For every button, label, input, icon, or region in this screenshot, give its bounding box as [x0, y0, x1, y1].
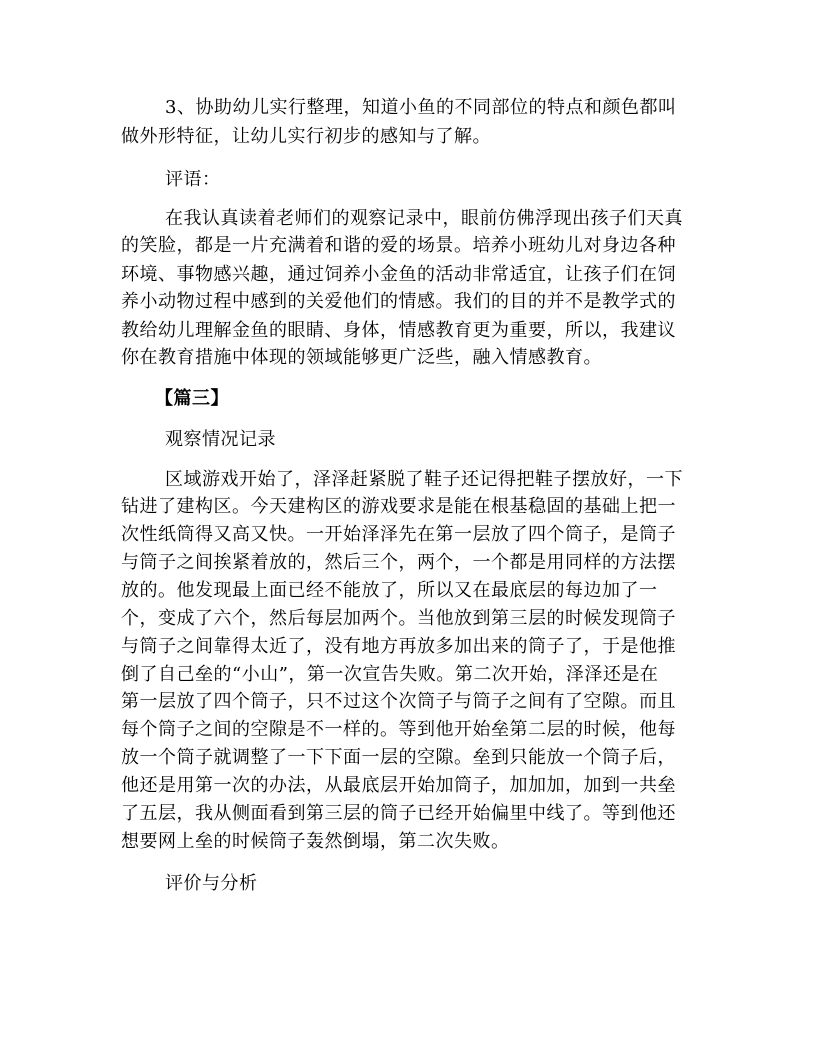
record-line-13: 了五层，我从侧面看到第三层的筒子已经开始偏里中线了。等到他还	[121, 803, 676, 824]
comment-line-5: 教给幼儿理解金鱼的眼睛、身体，情感教育更为重要，所以，我建议	[121, 320, 676, 341]
record-line-7: 与筒子之间靠得太近了，没有地方再放多加出来的筒子了，于是他推	[121, 636, 676, 657]
comment-line-1: 在我认真读着老师们的观察记录中，眼前仿佛浮现出孩子们天真	[165, 208, 683, 229]
comment-heading: 评语：	[165, 169, 221, 190]
record-line-14: 想要网上垒的时候筒子轰然倒塌，第二次失败。	[121, 831, 510, 852]
record-line-8: 倒了自己垒的“小山”，第一次宣告失败。第二次开始，泽泽还是在	[121, 664, 659, 685]
record-line-5: 放的。他发现最上面已经不能放了，所以又在最底层的每边加了一	[121, 580, 658, 601]
record-line-4: 与筒子之间挨紧着放的，然后三个，两个，一个都是用同样的方法摆	[121, 552, 676, 573]
record-heading: 观察情况记录	[165, 429, 276, 450]
record-line-11: 放一个筒子就调整了一下下面一层的空隙。垒到只能放一个筒子后，	[121, 747, 676, 768]
record-line-3: 次性纸筒得又高又快。一开始泽泽先在第一层放了四个筒子，是筒子	[121, 524, 676, 545]
item3-line-1: 3、协助幼儿实行整理，知道小鱼的不同部位的特点和颜色都叫	[165, 97, 677, 118]
record-line-9: 第一层放了四个筒子，只不过这个次筒子与筒子之间有了空隙。而且	[121, 691, 676, 712]
record-line-6: 个，变成了六个，然后每层加两个。当他放到第三层的时候发现筒子	[121, 608, 676, 629]
comment-line-3: 环境、事物感兴趣，通过饲养小金鱼的活动非常适宜，让孩子们在饲	[121, 264, 676, 285]
comment-line-4: 养小动物过程中感到的关爱他们的情感。我们的目的并不是教学式的	[121, 291, 676, 312]
record-line-1: 区域游戏开始了，泽泽赶紧脱了鞋子还记得把鞋子摆放好，一下	[165, 469, 683, 490]
record-line-12: 他还是用第一次的办法，从最底层开始加筒子，加加加，加到一共垒	[121, 775, 676, 796]
record-line-10: 每个筒子之间的空隙是不一样的。等到他开始垒第二层的时候，他每	[121, 719, 676, 740]
comment-line-6: 你在教育措施中体现的领域能够更广泛些，融入情感教育。	[121, 347, 602, 368]
evaluation-heading: 评价与分析	[165, 873, 258, 894]
comment-line-2: 的笑脸，都是一片充满着和谐的爱的场景。培养小班幼儿对身边各种	[121, 235, 676, 256]
item3-line-2: 做外形特征，让幼儿实行初步的感知与了解。	[121, 126, 491, 147]
section-three-title: 【篇三】	[155, 388, 229, 409]
record-line-2: 钻进了建构区。今天建构区的游戏要求是能在根基稳固的基础上把一	[121, 496, 676, 517]
